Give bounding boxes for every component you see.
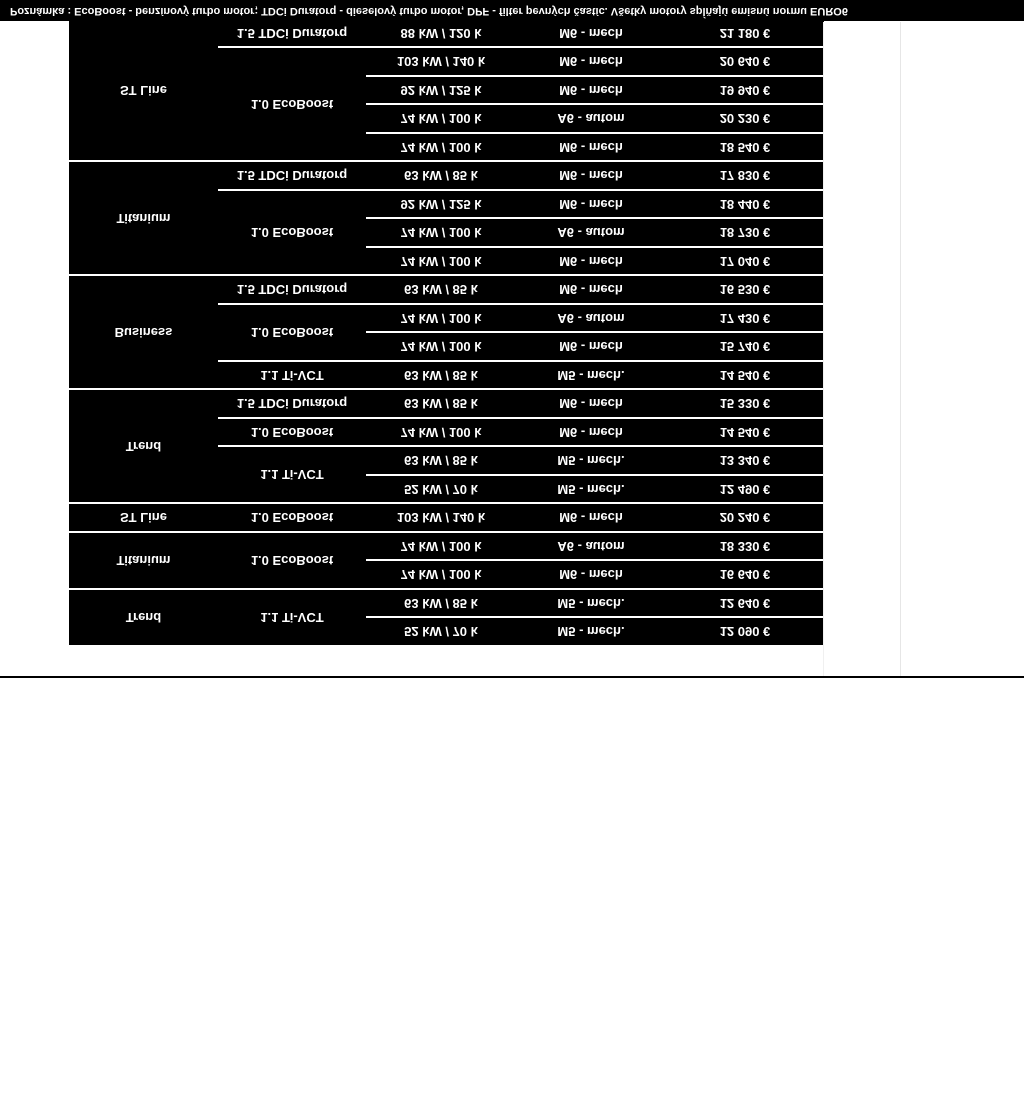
price-cell: 18 730 € (666, 219, 824, 248)
trim-cell: Titanium (69, 162, 218, 276)
gearbox-cell: M6 - mech (516, 162, 666, 191)
price-table-body (69, 20, 824, 645)
power-cell: 63 kW / 85 k (366, 447, 516, 476)
price-cell: 15 740 € (666, 333, 824, 362)
power-cell: 74 kW / 100 k (366, 532, 516, 561)
table-row (69, 475, 824, 504)
price-cell: 16 640 € (666, 561, 824, 590)
price-cell: 12 640 € (666, 589, 824, 618)
power-cell: 63 kW / 85 k (366, 276, 516, 305)
engine-cell: 1.0 EcoBoost (218, 190, 366, 276)
power-cell: 74 kW / 100 k (366, 247, 516, 276)
price-cell: 14 540 € (666, 418, 824, 447)
gearbox-cell: M6 - mech (516, 247, 666, 276)
gearbox-cell: M6 - mech (516, 190, 666, 219)
engine-cell: 1.0 EcoBoost (218, 304, 366, 361)
gearbox-cell: M5 - mech. (516, 618, 666, 646)
price-cell: 17 830 € (666, 162, 824, 191)
power-cell: 92 kW / 125 k (366, 76, 516, 105)
power-cell: 88 kW / 120 k (366, 20, 516, 48)
price-cell: 17 040 € (666, 247, 824, 276)
gearbox-cell: M6 - mech (516, 276, 666, 305)
table-row (69, 618, 824, 646)
gearbox-cell: M6 - mech (516, 48, 666, 77)
trim-cell: ST Line (69, 20, 218, 162)
faint-column-guide (823, 22, 901, 676)
gearbox-cell: M6 - mech (516, 418, 666, 447)
gearbox-cell: A6 - autom (516, 219, 666, 248)
note-bar (0, 0, 1024, 21)
power-cell: 52 kW / 70 k (366, 618, 516, 646)
gearbox-cell: M6 - mech (516, 390, 666, 419)
gearbox-cell: M5 - mech. (516, 589, 666, 618)
table-row (69, 361, 824, 390)
engine-cell: 1.1 Ti-VCT (218, 361, 366, 390)
gearbox-cell: M5 - mech. (516, 361, 666, 390)
gearbox-cell: M6 - mech (516, 133, 666, 162)
gearbox-cell: M5 - mech. (516, 475, 666, 504)
power-cell: 52 kW / 70 k (366, 475, 516, 504)
engine-cell: 1.5 TDCi Duratorq (218, 390, 366, 419)
power-cell: 63 kW / 85 k (366, 361, 516, 390)
trim-cell: Trend (69, 390, 218, 504)
engine-cell: 1.5 TDCi Duratorq (218, 20, 366, 48)
price-cell: 20 240 € (666, 504, 824, 533)
power-cell: 103 kW / 140 k (366, 48, 516, 77)
price-cell: 15 330 € (666, 390, 824, 419)
trim-cell: Business (69, 276, 218, 390)
page-divider (0, 676, 1024, 678)
power-cell: 74 kW / 100 k (366, 333, 516, 362)
gearbox-cell: A6 - autom (516, 532, 666, 561)
price-cell: 14 540 € (666, 361, 824, 390)
price-cell: 18 440 € (666, 190, 824, 219)
gearbox-cell: M6 - mech (516, 561, 666, 590)
engine-cell: 1.0 EcoBoost (218, 418, 366, 447)
engine-cell: 1.0 EcoBoost (218, 48, 366, 162)
power-cell: 74 kW / 100 k (366, 561, 516, 590)
gearbox-cell: M6 - mech (516, 504, 666, 533)
price-cell: 13 340 € (666, 447, 824, 476)
gearbox-cell: M6 - mech (516, 20, 666, 48)
power-cell: 63 kW / 85 k (366, 390, 516, 419)
price-cell: 17 430 € (666, 304, 824, 333)
gearbox-cell: M5 - mech. (516, 447, 666, 476)
power-cell: 74 kW / 100 k (366, 304, 516, 333)
table-row (69, 247, 824, 276)
gearbox-cell: A6 - autom (516, 105, 666, 134)
price-cell: 18 540 € (666, 133, 824, 162)
power-cell: 103 kW / 140 k (366, 504, 516, 533)
power-cell: 74 kW / 100 k (366, 105, 516, 134)
price-cell: 16 530 € (666, 276, 824, 305)
table-row (69, 561, 824, 590)
engine-cell: 1.1 Ti-VCT (218, 447, 366, 504)
trim-cell: ST Line (69, 504, 218, 533)
table-row (69, 133, 824, 162)
price-cell: 21 180 € (666, 20, 824, 48)
price-cell: 18 330 € (666, 532, 824, 561)
power-cell: 63 kW / 85 k (366, 162, 516, 191)
engine-cell: 1.5 TDCi Duratorq (218, 276, 366, 305)
power-cell: 74 kW / 100 k (366, 418, 516, 447)
engine-cell: 1.0 EcoBoost (218, 504, 366, 533)
power-cell: 74 kW / 100 k (366, 219, 516, 248)
price-cell: 20 230 € (666, 105, 824, 134)
gearbox-cell: A6 - autom (516, 304, 666, 333)
gearbox-cell: M6 - mech (516, 333, 666, 362)
note-text: Poznámka : EcoBoost - benzínový turbo motor; TDCi Duratorq - dieselový turbo motor, DPF - filter pevných častíc. Všetky motory spĺňajú emisnú normu EURO6 (10, 5, 848, 17)
power-cell: 74 kW / 100 k (366, 133, 516, 162)
price-cell: 12 490 € (666, 475, 824, 504)
trim-cell: Trend (69, 589, 218, 645)
power-cell: 63 kW / 85 k (366, 589, 516, 618)
engine-cell: 1.5 TDCi Duratorq (218, 162, 366, 191)
engine-cell: 1.1 Ti-VCT (218, 589, 366, 645)
trim-cell: Titanium (69, 532, 218, 589)
price-table (69, 20, 824, 645)
engine-cell: 1.0 EcoBoost (218, 532, 366, 589)
price-cell: 20 640 € (666, 48, 824, 77)
table-row (69, 504, 824, 533)
price-cell: 12 090 € (666, 618, 824, 646)
power-cell: 92 kW / 125 k (366, 190, 516, 219)
price-cell: 19 940 € (666, 76, 824, 105)
gearbox-cell: M6 - mech (516, 76, 666, 105)
